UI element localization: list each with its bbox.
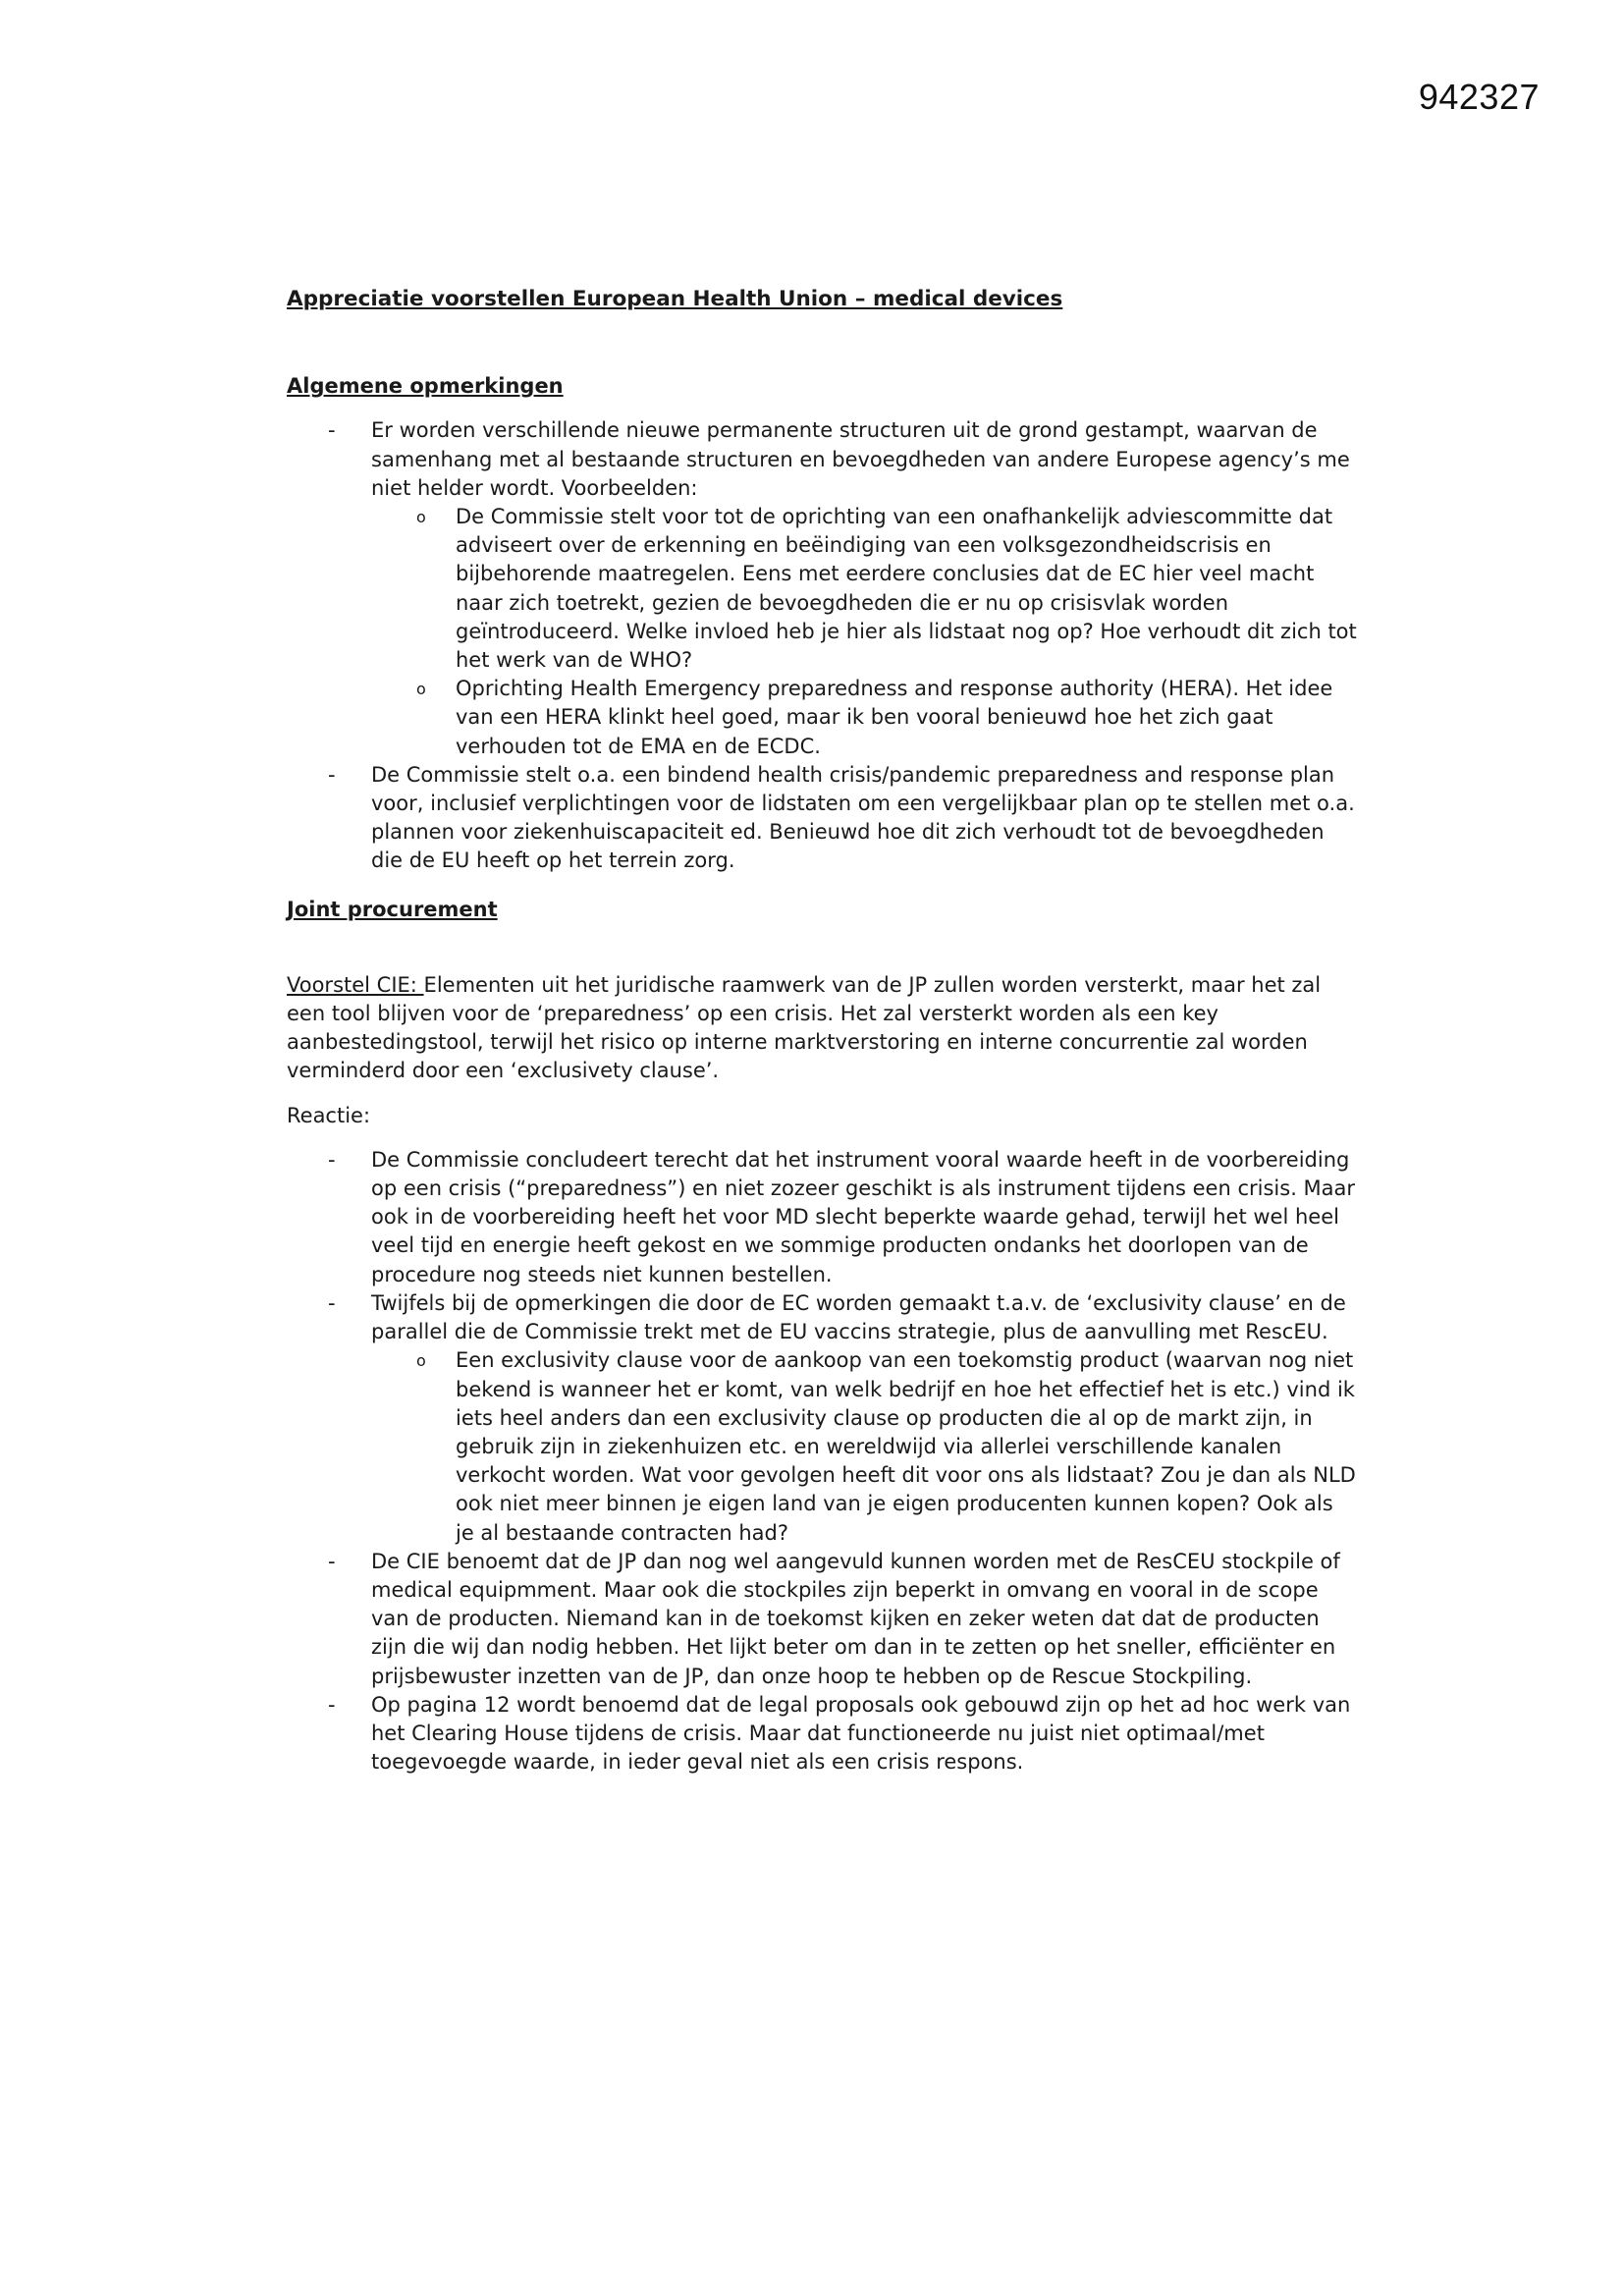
list-item [287,1289,1357,1548]
voorstel-paragraph [287,971,1357,1086]
document-body [287,285,1357,1777]
list-item-text: Op pagina 12 wordt benoemd dat de legal proposals ook gebouwd zijn op het ad hoc werk van het Clearing House tijdens de crisis. Maar dat functioneerde nu juist niet optimaal/met toegevoegde waarde, in ieder geval niet als een crisis respons. [371,1692,1351,1775]
list-item [287,1691,1357,1777]
list-item [287,1548,1357,1691]
algemeen-list [287,416,1357,875]
dash-bullet: - [328,418,336,443]
list-item-text: Twijfels bij de opmerkingen die door de EC worden gemaakt t.a.v. de ‘exclusivity clause’ en de parallel die de Commissie trekt met de EU vaccins strategie, plus de aanvulling met RescEU. [371,1290,1346,1344]
sub-list-item-text: Een exclusivity clause voor de aankoop van een toekomstig product (waarvan nog niet bekend is wanneer het er komt, van welk bedrijf en hoe het effectief het is etc.) vind ik iets heel anders dan een exclusivity clause op producten die al op de markt zijn, in gebruik zijn in ziekenhuizen etc. en wereldwijd via allerlei verschillende kanalen verkocht worden. Wat voor gevolgen heeft dit voor ons als lidstaat? Zou je dan als NLD ook niet meer binnen je eigen land van je eigen producenten kunnen kopen? Ook als je al bestaande contracten had? [456,1348,1356,1545]
sub-list-item [371,503,1357,675]
dash-bullet: - [328,1692,336,1717]
voorstel-label: Voorstel CIE: [287,972,424,997]
list-item [287,1146,1357,1289]
dash-bullet: - [328,1147,336,1172]
circle-bullet-icon: o [416,1351,426,1371]
list-item-text: De Commissie concludeert terecht dat het instrument vooral waarde heeft in de voorbereiding op een crisis (“preparedness”) en niet zozeer geschikt is als instrument tijdens een crisis. Maar ook in de voorbereiding heeft het voor MD slecht beperkte waarde gehad, terwijl het wel heel veel tijd en energie heeft gekost en we sommige producten ondanks het doorlopen van de procedure nog steeds niet kunnen bestellen. [371,1147,1356,1286]
list-item [287,416,1357,760]
document-number: 942327 [1418,77,1540,117]
list-item-text: Er worden verschillende nieuwe permanente structuren uit de grond gestampt, waarvan de samenhang met al bestaande structuren en bevoegdheden van andere Europese agency’s me niet helder wordt. Voorbeelden: [371,418,1350,500]
sub-list [371,1346,1357,1547]
sub-list-item-text: De Commissie stelt voor tot de oprichting van een onafhankelijk adviescommitte dat adviseert over de erkenning en beëindiging van een volksgezondheidscrisis en bijbehorende maatregelen. Eens met eerdere conclusies dat de EC hier veel macht naar zich toetrekt, gezien de bevoegdheden die er nu op crisisvlak worden geïntroduceerd. Welke invloed heb je hier als lidstaat nog op? Hoe verhoudt dit zich tot het werk van de WHO? [456,505,1357,673]
list-item [287,761,1357,876]
reactie-list [287,1146,1357,1777]
dash-bullet: - [328,762,336,787]
reactie-label: Reactie: [287,1103,371,1127]
dash-bullet: - [328,1290,336,1315]
sub-list [371,503,1357,761]
circle-bullet-icon: o [416,508,426,527]
heading-algemene-opmerkingen: Algemene opmerkingen [287,374,564,399]
heading-joint-procurement: Joint procurement [287,897,498,921]
voorstel-text: Elementen uit het juridische raamwerk van de JP zullen worden versterkt, maar het zal een tool blijven voor de ‘preparedness’ op een crisis. Het zal versterkt worden als een key aanbestedingstool, terwijl het risico op interne marktverstoring en interne concurrentie zal worden verminderd door een ‘exclusivety clause’. [287,972,1322,1083]
list-item-text: De CIE benoemt dat de JP dan nog wel aangevuld kunnen worden met de ResCEU stockpile of medical equipmment. Maar ook die stockpiles zijn beperkt in omvang en vooral in de scope van de producten. Niemand kan in de toekomst kijken en zeker weten dat dat de producten zijn die wij dan nodig hebben. Het lijkt beter om dan in te zetten op het sneller, efficiënter en prijsbewuster inzetten van de JP, dan onze hoop te hebben op de Rescue Stockpiling. [371,1549,1340,1688]
sub-list-item [371,1346,1357,1547]
document-title: Appreciatie voorstellen European Health Union – medical devices [287,287,1063,311]
list-item-text: De Commissie stelt o.a. een bindend health crisis/pandemic preparedness and response plan voor, inclusief verplichtingen voor de lidstaten om een vergelijkbaar plan op te stellen met o.a. plannen voor ziekenhuiscapaciteit ed. Benieuwd hoe dit zich verhoudt tot de bevoegdheden die de EU heeft op het terrein zorg. [371,762,1355,873]
circle-bullet-icon: o [416,680,426,699]
dash-bullet: - [328,1549,336,1573]
sub-list-item-text: Oprichting Health Emergency preparedness and response authority (HERA). Het idee van een HERA klinkt heel goed, maar ik ben vooral benieuwd hoe het zich gaat verhouden tot de EMA en de ECDC. [456,677,1333,758]
sub-list-item [371,675,1357,761]
